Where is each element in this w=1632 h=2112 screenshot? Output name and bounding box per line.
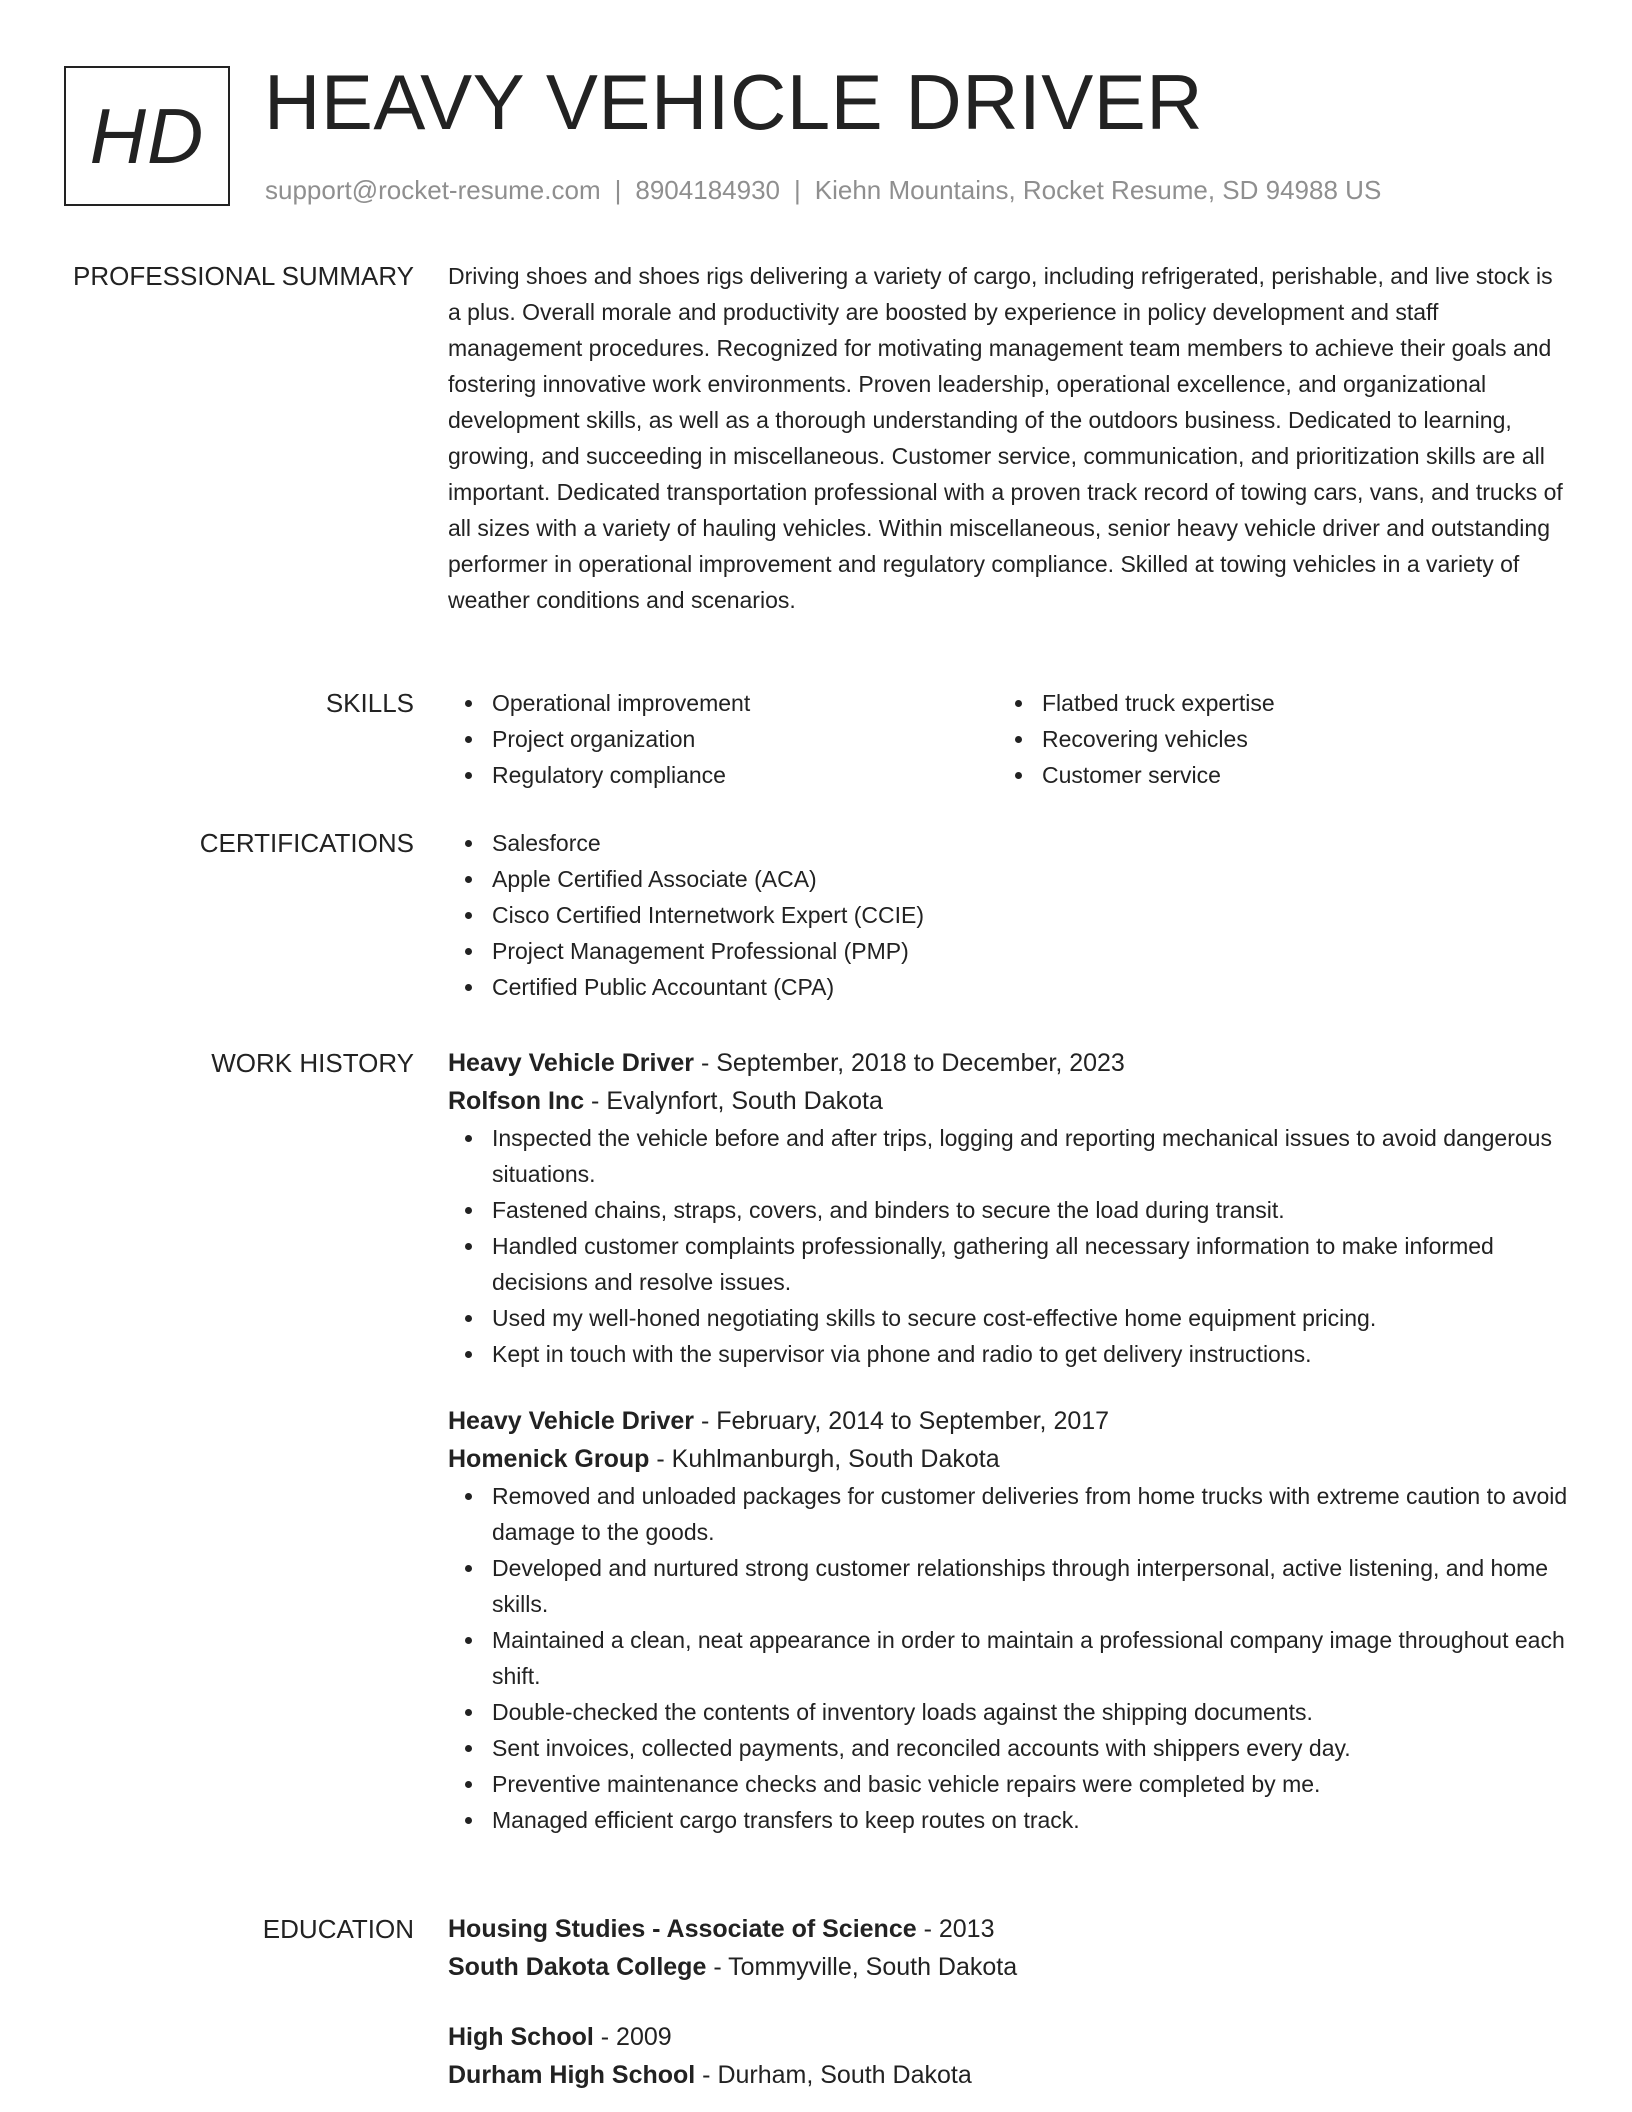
job-duty-item: Maintained a clean, neat appearance in order to maintain a professional company image throughout each shift. xyxy=(448,1622,1568,1694)
certifications-heading: CERTIFICATIONS xyxy=(199,828,414,858)
job-company: Homenick Group xyxy=(448,1445,650,1473)
job-location: - Kuhlmanburgh, South Dakota xyxy=(649,1445,1000,1473)
skill-item: Flatbed truck expertise xyxy=(998,685,1548,721)
skills-grid xyxy=(448,685,1568,793)
job-duty-item: Developed and nurtured strong customer relationships through interpersonal, active listening, and home skills. xyxy=(448,1550,1568,1622)
contact-line xyxy=(265,174,1381,206)
job-duty-item: Double-checked the contents of inventory loads against the shipping documents. xyxy=(448,1694,1568,1730)
job-duty-item: Preventive maintenance checks and basic vehicle repairs were completed by me. xyxy=(448,1766,1568,1802)
monogram-logo: HD xyxy=(64,66,230,206)
education-degree: High School xyxy=(448,2023,594,2051)
job-duty-item: Fastened chains, straps, covers, and binders to secure the load during transit. xyxy=(448,1192,1568,1228)
certification-item: Cisco Certified Internetwork Expert (CCIE) xyxy=(448,897,1568,933)
skills-list-left xyxy=(448,685,998,793)
education-year: - 2013 xyxy=(916,1915,995,1943)
certifications-list xyxy=(448,825,1568,1005)
job-duty-item: Sent invoices, collected payments, and reconciled accounts with shippers every day. xyxy=(448,1730,1568,1766)
job-entry xyxy=(448,1402,1568,1838)
job-company-line xyxy=(448,1082,1568,1120)
contact-address: Kiehn Mountains, Rocket Resume, SD 94988 US xyxy=(814,175,1382,205)
contact-separator: | xyxy=(614,175,622,205)
education-degree: Housing Studies - Associate of Science xyxy=(448,1915,917,1943)
contact-phone[interactable]: 8904184930 xyxy=(635,175,780,205)
resume-title: HEAVY VEHICLE DRIVER xyxy=(264,58,1204,146)
skill-item: Recovering vehicles xyxy=(998,721,1548,757)
job-duty-item: Inspected the vehicle before and after trips, logging and reporting mechanical issues to avoid dangerous situations. xyxy=(448,1120,1568,1192)
skill-item: Regulatory compliance xyxy=(448,757,998,793)
job-company-line xyxy=(448,1440,1568,1478)
summary-heading: PROFESSIONAL SUMMARY xyxy=(73,261,414,291)
education-location: - Tommyville, South Dakota xyxy=(706,1953,1018,1981)
job-location: - Evalynfort, South Dakota xyxy=(584,1087,883,1115)
education-degree-line xyxy=(448,2018,1568,2056)
skills-heading: SKILLS xyxy=(325,688,414,718)
certification-item: Apple Certified Associate (ACA) xyxy=(448,861,1568,897)
education-heading: EDUCATION xyxy=(262,1914,414,1944)
job-role: Heavy Vehicle Driver xyxy=(448,1407,694,1435)
education-school: South Dakota College xyxy=(448,1953,707,1981)
job-entry xyxy=(448,1044,1568,1372)
job-role: Heavy Vehicle Driver xyxy=(448,1049,694,1077)
education-school-line xyxy=(448,1948,1568,1986)
skill-item: Customer service xyxy=(998,757,1548,793)
job-duties-list xyxy=(448,1120,1568,1372)
education-entry xyxy=(448,2018,1568,2094)
certification-item: Certified Public Accountant (CPA) xyxy=(448,969,1568,1005)
education-school: Durham High School xyxy=(448,2061,696,2089)
education-degree-line xyxy=(448,1910,1568,1948)
education-entry xyxy=(448,1910,1568,1986)
work-history-heading: WORK HISTORY xyxy=(211,1048,414,1078)
job-duty-item: Used my well-honed negotiating skills to secure cost-effective home equipment pricing. xyxy=(448,1300,1568,1336)
job-company: Rolfson Inc xyxy=(448,1087,585,1115)
job-duty-item: Handled customer complaints professionally, gathering all necessary information to make informed decisions and resolve issues. xyxy=(448,1228,1568,1300)
job-title-line xyxy=(448,1402,1568,1440)
skill-item: Project organization xyxy=(448,721,998,757)
contact-email[interactable]: support@rocket-resume.com xyxy=(265,175,601,205)
job-dates: - February, 2014 to September, 2017 xyxy=(694,1407,1110,1435)
job-duty-item: Managed efficient cargo transfers to keep routes on track. xyxy=(448,1802,1568,1838)
summary-text: Driving shoes and shoes rigs delivering a variety of cargo, including refrigerated, perishable, and live stock is a plus. Overall morale and productivity are boosted by experience in policy development and staff management procedures. Recognized for motivating management team members to achieve their goals and fostering innovative work environments. Proven leadership, operational excellence, and organizational development skills, as well as a thorough understanding of the outdoors business. Dedicated to learning, growing, and succeeding in miscellaneous. Customer service, communication, and prioritization skills are all important. Dedicated transportation professional with a proven track record of towing cars, vans, and trucks of all sizes with a variety of hauling vehicles. Within miscellaneous, senior heavy vehicle driver and outstanding performer in operational improvement and regulatory compliance. Skilled at towing vehicles in a variety of weather conditions and scenarios. xyxy=(448,263,1563,613)
skill-item: Operational improvement xyxy=(448,685,998,721)
job-duties-list xyxy=(448,1478,1568,1838)
job-title-line xyxy=(448,1044,1568,1082)
contact-separator: | xyxy=(794,175,801,205)
job-duty-item: Kept in touch with the supervisor via phone and radio to get delivery instructions. xyxy=(448,1336,1568,1372)
education-year: - 2009 xyxy=(593,2023,672,2051)
certification-item: Project Management Professional (PMP) xyxy=(448,933,1568,969)
job-duty-item: Removed and unloaded packages for customer deliveries from home trucks with extreme caution to avoid damage to the goods. xyxy=(448,1478,1568,1550)
education-location: - Durham, South Dakota xyxy=(695,2061,972,2089)
job-dates: - September, 2018 to December, 2023 xyxy=(694,1049,1125,1077)
skills-list-right xyxy=(998,685,1548,793)
education-school-line xyxy=(448,2056,1568,2094)
certification-item: Salesforce xyxy=(448,825,1568,861)
